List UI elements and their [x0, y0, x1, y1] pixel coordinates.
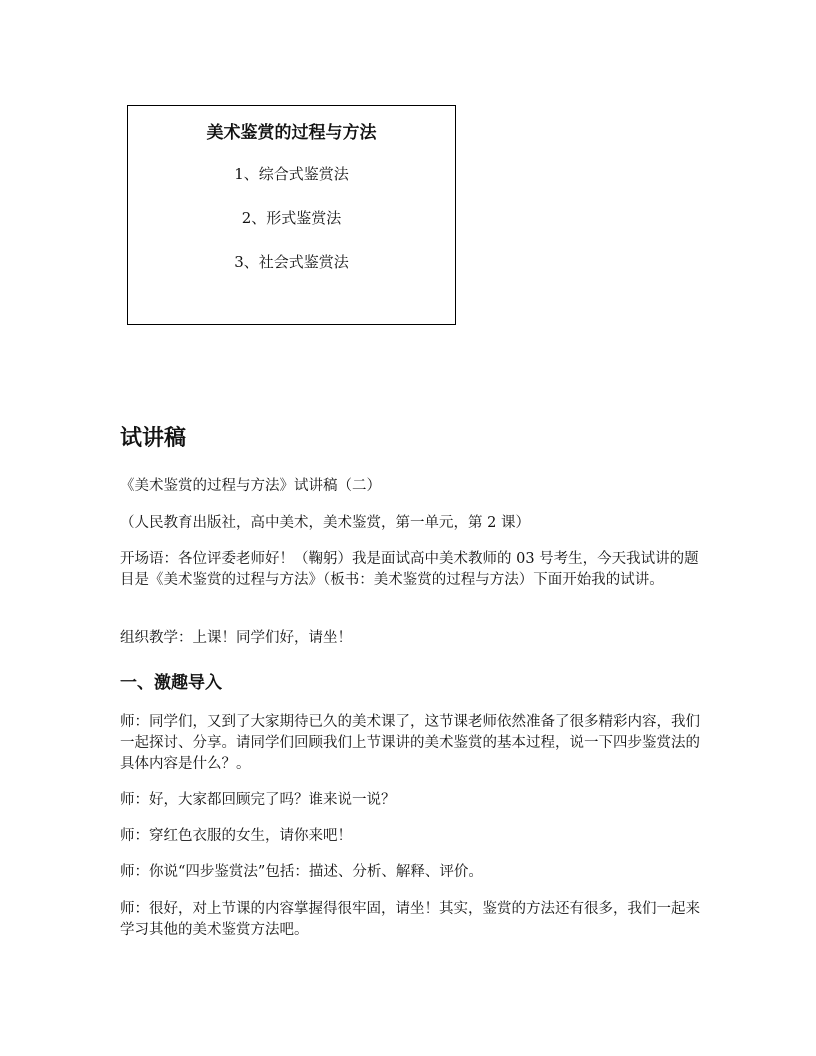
dialogue-paragraph: 师：同学们，又到了大家期待已久的美术课了，这节课老师依然准备了很多精彩内容，我们一起探讨、分享。请同学们回顾我们上节课讲的美术鉴赏的基本过程，说一下四步鉴赏法的具体内容是什么？。: [120, 714, 700, 772]
board-item-1: 1、综合式鉴赏法: [234, 165, 349, 183]
blackboard-outline-box: [127, 105, 456, 325]
section-heading-intro: 一、激趣导入: [120, 673, 222, 693]
textbook-info: （人民教育出版社，高中美术，美术鉴赏，第一单元，第 2 课）: [120, 515, 530, 531]
board-item-3: 3、社会式鉴赏法: [234, 253, 349, 271]
board-item-2: 2、形式鉴赏法: [241, 209, 342, 227]
dialogue-paragraph: 师：你说“四步鉴赏法”包括：描述、分析、解释、评价。: [120, 864, 483, 880]
class-organization: 组织教学：上课！同学们好，请坐！: [120, 630, 352, 646]
section-title: 试讲稿: [120, 426, 187, 451]
dialogue-paragraph: 师：好，大家都回顾完了吗？谁来说一说？: [120, 792, 396, 808]
opening-remarks: 开场语：各位评委老师好！（鞠躬）我是面试高中美术教师的 03 号考生，今天我试讲的题目是《美术鉴赏的过程与方法》（板书：美术鉴赏的过程与方法）下面开始我的试讲。: [120, 551, 699, 588]
dialogue-paragraph: 师：很好，对上节课的内容掌握得很牢固，请坐！其实，鉴赏的方法还有很多，我们一起来学习其他的美术鉴赏方法吧。: [120, 901, 700, 938]
lecture-title: 《美术鉴赏的过程与方法》试讲稿（二）: [120, 478, 381, 494]
dialogue-paragraph: 师：穿红色衣服的女生，请你来吧！: [120, 828, 352, 844]
board-title: 美术鉴赏的过程与方法: [206, 123, 377, 143]
